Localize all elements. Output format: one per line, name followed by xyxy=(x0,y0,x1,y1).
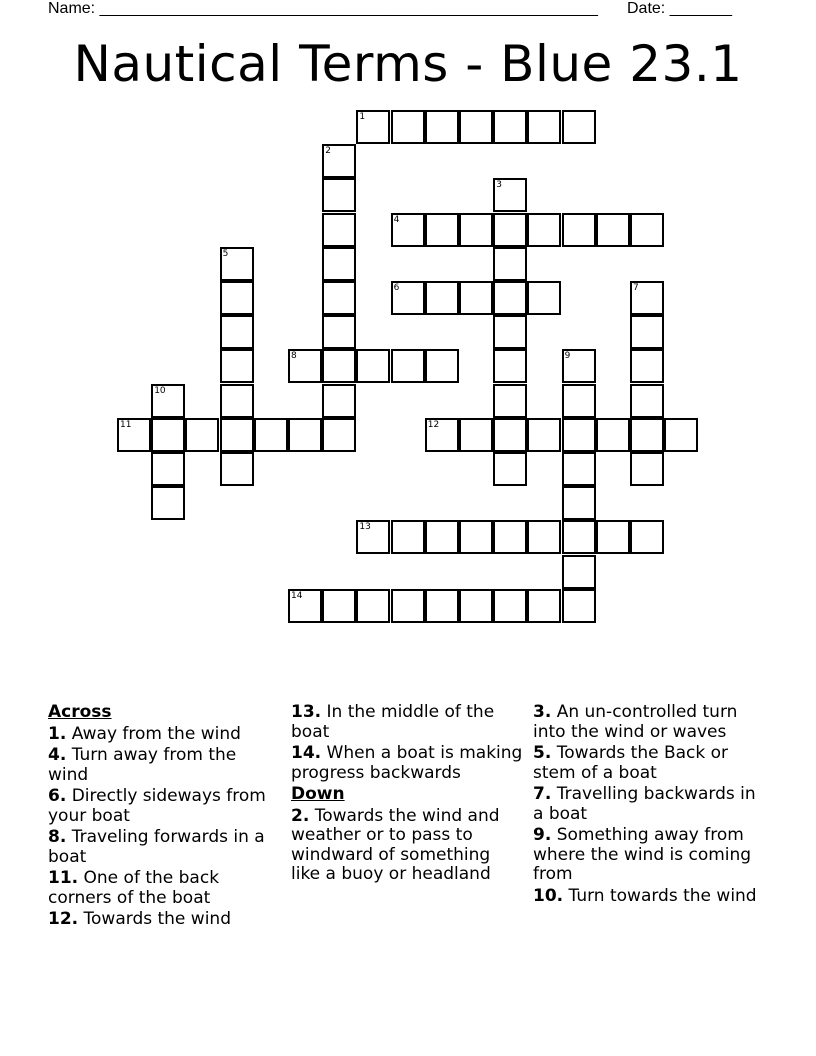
clue-text: Something away from where the wind is coming from xyxy=(533,825,752,884)
clue-down-5 xyxy=(533,744,758,783)
grid-cell[interactable] xyxy=(220,452,254,486)
clue-number: 3. xyxy=(533,702,552,722)
clue-across-12 xyxy=(48,910,273,930)
grid-cell[interactable] xyxy=(254,418,288,452)
clue-text: Towards the wind xyxy=(83,909,231,929)
grid-cell[interactable] xyxy=(185,418,219,452)
grid-cell[interactable] xyxy=(630,213,664,247)
grid-cell[interactable] xyxy=(322,589,356,623)
clue-text: Towards the wind and weather or to pass to windward of something like a buoy or headland xyxy=(291,805,500,884)
name-field-label: Name: ________________________________________________________ xyxy=(48,0,598,17)
grid-cell[interactable] xyxy=(562,486,596,520)
grid-cell[interactable] xyxy=(459,281,493,315)
date-field-label: Date: _______ xyxy=(627,0,732,17)
grid-cell[interactable] xyxy=(527,418,561,452)
grid-cell[interactable] xyxy=(562,589,596,623)
grid-cell[interactable] xyxy=(493,315,527,349)
grid-cell[interactable] xyxy=(220,349,254,383)
grid-cell[interactable] xyxy=(151,452,185,486)
grid-cell[interactable] xyxy=(220,247,254,281)
grid-cell[interactable] xyxy=(391,589,425,623)
grid-cell[interactable] xyxy=(391,520,425,554)
grid-cell[interactable] xyxy=(630,315,664,349)
clue-column-3 xyxy=(533,703,758,908)
clue-across-11 xyxy=(48,869,273,908)
grid-cell[interactable] xyxy=(151,418,185,452)
clue-down-9 xyxy=(533,826,758,885)
grid-cell[interactable] xyxy=(527,520,561,554)
clue-text: Traveling forwards in a boat xyxy=(48,827,265,867)
grid-cell[interactable] xyxy=(562,520,596,554)
grid-cell[interactable] xyxy=(459,520,493,554)
grid-cell[interactable] xyxy=(527,213,561,247)
grid-cell[interactable] xyxy=(596,418,630,452)
grid-cell[interactable] xyxy=(562,349,596,383)
clue-text: Away from the wind xyxy=(71,723,241,744)
clue-down-7 xyxy=(533,785,758,824)
grid-cell[interactable] xyxy=(630,384,664,418)
grid-cell[interactable] xyxy=(151,486,185,520)
clue-text: Towards the Back or stem of a boat xyxy=(533,743,729,783)
clue-across-1 xyxy=(48,725,273,745)
grid-cell[interactable] xyxy=(493,281,527,315)
clue-number-label: 4 xyxy=(393,214,400,225)
clue-column-1 xyxy=(48,703,273,932)
grid-cell[interactable] xyxy=(322,384,356,418)
grid-cell[interactable] xyxy=(391,213,425,247)
grid-cell[interactable] xyxy=(562,384,596,418)
grid-cell[interactable] xyxy=(322,178,356,212)
grid-cell[interactable] xyxy=(288,589,322,623)
clue-number-label: 8 xyxy=(291,351,297,362)
grid-cell[interactable] xyxy=(562,555,596,589)
clue-number-label: 2 xyxy=(325,146,331,157)
grid-cell[interactable] xyxy=(288,418,322,452)
grid-cell[interactable] xyxy=(527,589,561,623)
grid-cell[interactable] xyxy=(356,589,390,623)
clue-number: 4. xyxy=(48,745,67,765)
clue-number-label: 7 xyxy=(633,283,639,293)
grid-cell[interactable] xyxy=(288,349,322,383)
grid-cell[interactable] xyxy=(493,452,527,486)
clue-number-label: 9 xyxy=(564,351,571,362)
clue-down-3 xyxy=(533,703,758,742)
grid-cell[interactable] xyxy=(151,384,185,418)
grid-cell[interactable] xyxy=(356,349,390,383)
grid-cell[interactable] xyxy=(493,178,527,212)
clue-text: Directly sideways from your boat xyxy=(48,786,266,826)
grid-cell[interactable] xyxy=(322,213,356,247)
across-heading: Across xyxy=(48,702,112,722)
down-heading: Down xyxy=(291,784,345,804)
grid-cell[interactable] xyxy=(322,144,356,178)
grid-cell[interactable] xyxy=(391,281,425,315)
clue-text: An un-controlled turn into the wind or waves xyxy=(533,702,738,742)
clue-number: 1. xyxy=(48,723,67,744)
grid-cell[interactable] xyxy=(220,384,254,418)
clue-text: One of the back corners of the boat xyxy=(48,868,220,908)
clue-number-label: 14 xyxy=(291,590,303,601)
clue-column-2 xyxy=(291,703,523,887)
grid-cell[interactable] xyxy=(391,110,425,144)
clue-number-label: 5 xyxy=(222,248,229,259)
clue-text: Turn away from the wind xyxy=(48,745,237,785)
clue-text: Travelling backwards in a boat xyxy=(533,784,756,824)
grid-cell[interactable] xyxy=(425,110,459,144)
grid-cell[interactable] xyxy=(562,110,596,144)
grid-cell[interactable] xyxy=(596,520,630,554)
clue-number-label: 12 xyxy=(427,419,440,430)
clue-number-label: 3 xyxy=(496,180,502,191)
grid-cell[interactable] xyxy=(562,418,596,452)
clue-number: 14. xyxy=(291,743,322,763)
grid-cell[interactable] xyxy=(391,349,425,383)
clue-number: 6. xyxy=(48,786,67,806)
clue-text: Turn towards the wind xyxy=(568,885,757,906)
clue-across-13 xyxy=(291,703,523,742)
grid-cell[interactable] xyxy=(425,418,459,452)
grid-cell[interactable] xyxy=(630,349,664,383)
clue-across-14 xyxy=(291,744,523,783)
clue-number: 11. xyxy=(48,868,79,888)
grid-cell[interactable] xyxy=(425,213,459,247)
grid-cell[interactable] xyxy=(527,281,561,315)
clue-across-4 xyxy=(48,746,273,785)
clue-text: When a boat is making progress backwards xyxy=(291,743,523,783)
grid-cell[interactable] xyxy=(493,418,527,452)
grid-cell[interactable] xyxy=(562,452,596,486)
grid-cell[interactable] xyxy=(493,213,527,247)
grid-cell[interactable] xyxy=(527,110,561,144)
grid-cell[interactable] xyxy=(664,418,698,452)
grid-cell[interactable] xyxy=(459,418,493,452)
clue-number-label: 13 xyxy=(359,522,371,533)
grid-cell[interactable] xyxy=(493,110,527,144)
clue-number: 2. xyxy=(291,805,310,826)
grid-cell[interactable] xyxy=(117,418,151,452)
grid-cell[interactable] xyxy=(220,418,254,452)
grid-cell[interactable] xyxy=(493,589,527,623)
grid-cell[interactable] xyxy=(459,110,493,144)
clue-number: 9. xyxy=(533,825,552,845)
grid-cell[interactable] xyxy=(562,213,596,247)
clue-number: 12. xyxy=(48,909,79,929)
clue-down-10 xyxy=(533,887,758,907)
clue-number: 5. xyxy=(533,743,552,763)
clue-across-6 xyxy=(48,787,273,826)
grid-cell[interactable] xyxy=(596,213,630,247)
clue-number-label: 10 xyxy=(154,385,166,396)
grid-cell[interactable] xyxy=(220,281,254,315)
grid-cell[interactable] xyxy=(493,520,527,554)
grid-cell[interactable] xyxy=(322,349,356,383)
clue-across-8 xyxy=(48,828,273,867)
clue-number: 8. xyxy=(48,827,67,847)
grid-cell[interactable] xyxy=(322,418,356,452)
grid-cell[interactable] xyxy=(630,281,664,315)
grid-cell[interactable] xyxy=(425,589,459,623)
grid-cell[interactable] xyxy=(493,384,527,418)
grid-cell[interactable] xyxy=(322,281,356,315)
clue-number-label: 11 xyxy=(120,419,132,430)
clue-text: In the middle of the boat xyxy=(291,702,495,742)
grid-cell[interactable] xyxy=(425,520,459,554)
clue-number: 7. xyxy=(533,784,552,804)
grid-cell[interactable] xyxy=(356,520,390,554)
grid-cell[interactable] xyxy=(425,349,459,383)
clue-down-2 xyxy=(291,807,523,885)
grid-cell[interactable] xyxy=(630,452,664,486)
grid-cell[interactable] xyxy=(493,349,527,383)
clue-number: 13. xyxy=(291,702,322,722)
clue-number: 10. xyxy=(533,885,564,906)
grid-cell[interactable] xyxy=(322,315,356,349)
page-title: Nautical Terms - Blue 23.1 xyxy=(73,35,743,93)
grid-cell[interactable] xyxy=(425,281,459,315)
grid-cell[interactable] xyxy=(220,315,254,349)
clue-number-label: 6 xyxy=(393,283,400,293)
clue-number-label: 1 xyxy=(359,112,366,122)
grid-cell[interactable] xyxy=(459,589,493,623)
grid-cell[interactable] xyxy=(322,247,356,281)
grid-cell[interactable] xyxy=(630,520,664,554)
grid-cell[interactable] xyxy=(356,110,390,144)
grid-cell[interactable] xyxy=(459,213,493,247)
grid-cell[interactable] xyxy=(493,247,527,281)
grid-cell[interactable] xyxy=(630,418,664,452)
